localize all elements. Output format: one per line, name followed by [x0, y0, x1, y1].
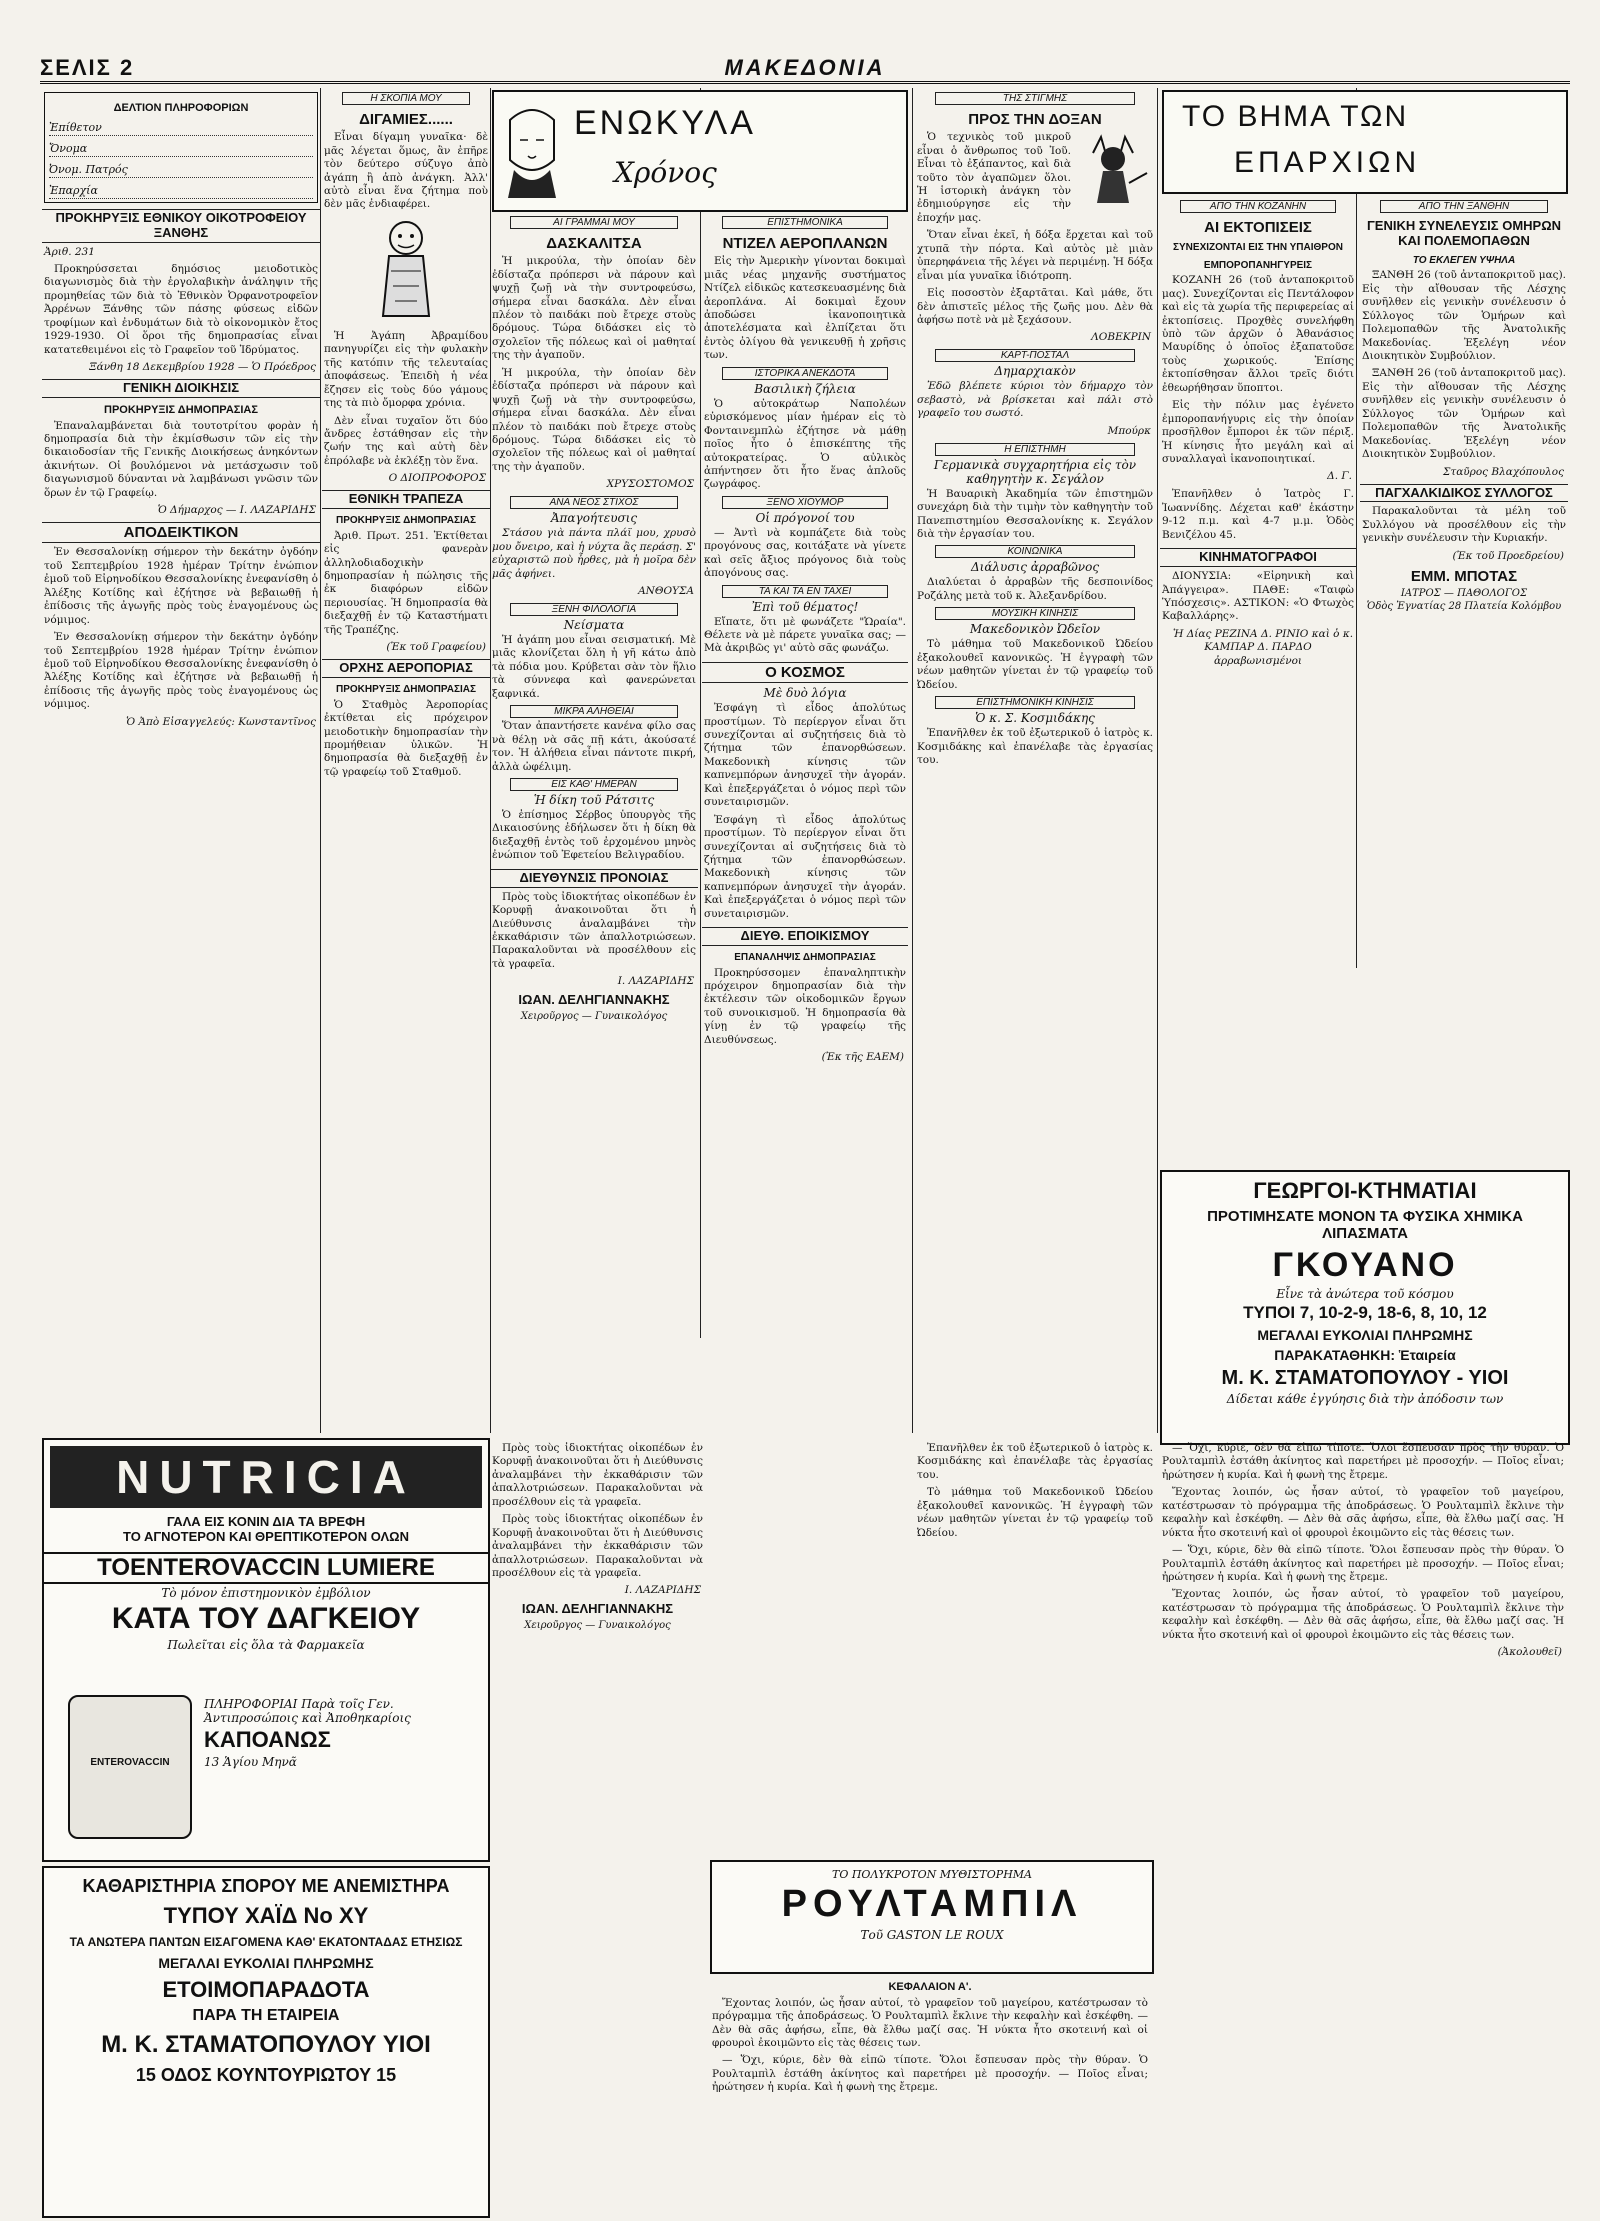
xanthi-text: ΞΑΝΘΗ 26 (τοῦ ἀνταποκριτοῦ μας). Εἰς τὴν αἴθουσαν τῆς Λέσχης συνῆλθεν εἰς γενικὴν συνέλευσιν ὁ Σύλλογος τῶν Ὁμήρων καὶ Πολεμοπαθῶν τῆς Ἀνατολικῆς Μακεδονίας. Ἐξελέγη νέον Διοικητικὸν Συμβούλιον. [1362, 367, 1566, 461]
seed-line-3: ΕΤΟΙΜΟΠΑΡΑΔΟΤΑ [162, 1977, 370, 2002]
receipt-text: Ἐν Θεσσαλονίκῃ σήμερον τὴν δεκάτην ὀγδόην τοῦ Σεπτεμβρίου 1928 ἡμέραν Τρίτην ἐνώπιον ἐμοῦ τοῦ Εἰρηνοδίκου Θεσσαλονίκης ἐνεφανίσθη ὁ Ἀλέξης Κοτίδης καὶ ἐζήτησε νὰ βεβαιωθῇ ἡ ἐπίδοσις τῆς ἀγωγῆς πρὸς τοὺς ἐναγομένους ὡς νόμιμος. [44, 631, 318, 711]
column-2 [322, 88, 490, 1433]
poem-text: Ἐδῶ βλέπετε κύριοι τὸν δήμαρχο τὸν σεβαστὸ, νὰ βρίσκεται καὶ πάλι στὸ γραφεῖο του σωστό. [917, 380, 1153, 420]
vaccine-sold: Πωλεῖται εἰς ὅλα τὰ Φαρμακεῖα [167, 1638, 365, 1652]
topic-text: Εἴπατε, ὅτι μὲ φωνάζετε "Ὡραία". Θέλετε νὰ μὲ πάρετε γυναῖκα σας; — Μὰ ἀκριβῶς γι' αὐτὸ σᾶς φωνάζω. [704, 615, 906, 655]
receipt-title: ΑΠΟΔΕΙΚΤΙΚΟΝ [42, 522, 320, 543]
science-title: Γερμανικὰ συγχαρητήρια εἰς τὸν καθηγητὴν κ. Σεγάλον [933, 457, 1137, 486]
air-title: ΟΡΧΗΣ ΑΕΡΟΠΟΡΙΑΣ [322, 659, 490, 678]
trial-title: Ἡ δίκη τοῦ Ράτσιτς [533, 792, 655, 807]
serial-author: Τοῦ GASTON LE ROUX [860, 1928, 1004, 1942]
article-text: Εἰς ποσοστὸν ἐξαρτᾶται. Καὶ μάθε, ὅτι δὲν ἀπιστεῖς μέλος τῆς ζωῆς μου. Δὲν θὰ ἀφήσω ποτὲ νὰ μὲ ξεχάσουν. [917, 287, 1153, 326]
article-text: Ἡ μικρούλα, τὴν ὁποίαν δὲν ἐδίσταζα πρόπερσι νὰ πάρουν καὶ ψυχῇ ζωῇ νὰ τὴν συντροφεύσω, σήμερα εἶναι δασκάλα. Δὲν εἶναι πλέον τὸ παιδάκι ποὺ ἔτρεχε στοὺς δρόμους. Τώρα διδάσκει εἰς τὸ σχολεῖον τῆς πόλεως καὶ οἱ μαθηταί της τὴν ἀγαποῦν. [492, 366, 696, 473]
doctor-specialty: Χειροῦργος — Γυναικολόγος [524, 1620, 671, 1632]
form-field-surname: Ἐπίθετον [49, 121, 313, 136]
column-rule [320, 88, 321, 1433]
serial-text: Ἔχοντας λοιπόν, ὡς ἦσαν αὐτοί, τὸ γραφεῖον τοῦ μαγείρου, κατέστρωσαν τὸ πρόγραμμα τῆς ἀποδράσεως. Ὁ Ρουλταμπὶλ ἔκλινε τὴν κεφαλὴν καὶ ἐσκέφθη. — Δὲν θὰ σᾶς ἀφήσω, εἶπε, θὰ ἔλθω μαζί σας. Ἡ νύκτα ἦτο σκοτεινή καὶ οἱ φρουροὶ ἐκοιμῶντο εἰς τὰς θέσεις των. [712, 1996, 1148, 2049]
bank-text: Ἀριθ. Πρωτ. 251. Ἐκτίθεται εἰς φανερὰν ἀλληλοδιαδοχικὴν δημοπρασίαν ἡ πώλησις τῆς ἐκ διαφόρων εἰδῶν περιουσίας. Ἡ δημοπρασία θὰ διεξαχθῇ ἐν τῷ Καταστήματι τῆς Τραπέζης. [324, 529, 488, 636]
masthead [40, 55, 1570, 84]
bank-title: ΕΘΝΙΚΗ ΤΡΑΠΕΖΑ [322, 490, 490, 509]
serial-chapter: ΚΕΦΑΛΑΙΟΝ Α'. [888, 1981, 972, 1993]
vaccine-info [204, 1695, 474, 1771]
seed-line-2: ΜΕΓΑΛΑΙ ΕΥΚΟΛΙΑΙ ΠΛΗΡΩΜΗΣ [158, 1955, 374, 1971]
music-text: Τὸ μάθημα τοῦ Μακεδονικοῦ Ὠδείου ἐξακολουθεῖ κανονικῶς. Ἡ ἐγγραφὴ τῶν νέων μαθητῶν γίνεται ἐν τῷ γραφείῳ τοῦ Ὠδείου. [917, 638, 1153, 691]
article-title: ΔΙΓΑΜΙΕΣ...... [359, 111, 453, 128]
doctor-name: ΕΜΜ. ΜΠΟΤΑΣ [1410, 567, 1518, 585]
vaccine-headline: ΚΑΤΑ ΤΟΥ ΔΑΓΚΕΙΟΥ [111, 1602, 421, 1635]
column-1 [42, 88, 320, 1433]
form-field-father: Ὀνομ. Πατρός [49, 163, 313, 178]
form-field-name: Ὄνομα [49, 142, 313, 157]
kozani-subtitle: ΣΥΝΕΧΙΖΟΝΤΑΙ ΕΙΣ ΤΗΝ ΥΠΑΙΘΡΟΝ [1173, 242, 1343, 254]
fert-company: Μ. Κ. ΣΤΑΜΑΤΟΠΟΥΛΟΥ - ΥΙΟΙ [1221, 1367, 1509, 1389]
tender-signature: (Ἐκ τῆς ΕΑΕΜ) [821, 1051, 904, 1064]
column-kicker: ΞΕΝΗ ΦΙΛΟΛΟΓΙΑ [510, 603, 678, 616]
social-text: Διαλύεται ὁ ἀρραβὼν τῆς δεσποινίδος Ροζάλης μετὰ τοῦ κ. Ἀλεξανδρίδου. [917, 576, 1153, 602]
column-kicker: ΑΝΑ ΝΕΟΣ ΣΤΙΧΟΣ [510, 496, 678, 509]
doctor-name: ΙΩΑΝ. ΔΕΛΗΓΙΑΝΝΑΚΗΣ [518, 992, 670, 1008]
kozani-section [1160, 196, 1356, 672]
newspaper-name: ΜΑΚΕΔΟΝΙΑ [724, 55, 886, 80]
article-signature: ΧΡΥΣΟΣΤΟΜΟΣ [606, 478, 694, 491]
nutricia-line-2: ΤΟ ΑΓΝΟΤΕΡΟΝ ΚΑΙ ΘΡΕΠΤΙΚΟΤΕΡΟΝ ΟΛΩΝ [123, 1529, 409, 1544]
air-subtitle: ΠΡΟΚΗΡΥΞΙΣ ΔΗΜΟΠΡΑΣΙΑΣ [336, 684, 476, 696]
serial-banner [710, 1860, 1154, 1974]
xanthi-text: ΞΑΝΘΗ 26 (τοῦ ἀνταποκριτοῦ μας). Εἰς τὴν αἴθουσαν τῆς Λέσχης συνῆλθεν εἰς γενικὴν συνέλευσιν ὁ Σύλλογος τῶν Ὁμήρων καὶ Πολεμοπαθῶν τῆς Ἀνατολικῆς Μακεδονίας. Ἐξελέγη νέον Διοικητικὸν Συμβούλιον. [1362, 269, 1566, 362]
orphanage-signature: Ξάνθη 18 Δεκεμβρίου 1928 — Ὁ Πρόεδρος [89, 361, 316, 374]
anecdote-text: Ὁ αὐτοκράτωρ Ναπολέων εὐρισκόμενος μίαν ἡμέραν εἰς τὸ Φονταινεμπλὼ ἐζήτησε νὰ μάθῃ ποῖος ἦτο ὁ ἐπισκέπτης τῆς αὐτοκρατείρας. Ὁ αὐλικὸς ἀπήντησεν ὅτι ἦτο ἕνας ἁπλοῦς ζωγράφος. [704, 397, 906, 491]
seed-type: ΤΥΠΟΥ ΧΑΪΔ Νο ΧΥ [163, 1903, 369, 1928]
column-kicker: Η ΣΚΟΠΙΑ ΜΟΥ [342, 92, 470, 105]
col3-right [702, 212, 908, 1069]
column-kicker: ΕΠΙΣΤΗΜΟΝΙΚΗ ΚΙΝΗΣΙΣ [935, 696, 1135, 709]
serial-continuation [1160, 1440, 1566, 2215]
serial-kicker: ΤΟ ΠΟΛΥΚΡΟΤΟΝ ΜΥΘΙΣΤΟΡΗΜΑ [831, 1868, 1032, 1881]
welfare-text: Πρὸς τοὺς ἰδιοκτήτας οἰκοπέδων ἐν Κορυφῇ ἀνακοινοῦται ὅτι ἡ Διεύθυνσις ἀναλαμβάνει τὴν ἐκκαθάρισιν τῶν ἀπαλλοτριώσεων. Παρακαλοῦνται νὰ προσέλθουν εἰς τὰ γραφεῖα. [492, 1513, 703, 1579]
poem-text: Στάσου γιὰ πάντα πλάϊ μου, χρυσὸ μου ὄνειρο, καὶ ἡ νύχτα ἂς περάσῃ. Σ' εὐχαριστῶ ποὺ ἦρθες, μὰ ἡ μοῖρα δὲν μᾶς ἀφήνει. [492, 527, 696, 580]
orphanage-text: Προκηρύσσεται δημόσιος μειοδοτικὸς διαγωνισμὸς διὰ τὴν ἐργολαβικὴν ἀνάληψιν τῆς προμηθείας τῶν διὰ τὸ Ἐθνικὸν Ὀρφανοτροφεῖον Ἀρρένων Ξάνθης τῶν πάσης φύσεως εἰδῶν τροφίμων καὶ ἐνδυμάτων διὰ τὸ οἰκονομικὸν ἔτος 1929-1930. Οἱ ὅροι τῆς δημοπρασίας εἶναι κατατεθειμένοι εἰς τὸ Γραφεῖον τοῦ Ἱδρύματος. [44, 262, 318, 356]
caricature-illustration [371, 216, 441, 326]
receipt-signature: Ὁ Ἀπὸ Εἰσαγγελεύς: Κωνσταντῖνος [126, 715, 316, 728]
xanthi-subtitle: ΤΟ ΕΚΛΕΓΕΝ ΥΨΗΛΑ [1412, 254, 1516, 266]
form-field-province: Ἐπαρχία [49, 184, 313, 199]
orphanage-title: ΠΡΟΚΗΡΥΞΙΣ ΕΘΝΙΚΟΥ ΟΙΚΟΤΡΟΦΕΙΟΥ ΞΑΝΘΗΣ [42, 209, 320, 243]
article-text: Δὲν εἶναι τυχαῖον ὅτι δύο ἄνδρες ἐστάθησαν εἰς τὴν ζωήν της καὶ αὐτὴ δὲν ἐπρόλαβε νὰ ἐκλέξῃ τὸν ἕνα. [324, 414, 488, 467]
engagement-notice: Ἡ Δίας ΡΕΖΙΝΑ Δ. ΡΙΝΙΟ καὶ ὁ κ. ΚΑΜΠΑΡ Δ. ΠΑΡΔΟ ἀρραβωνισμένοι [1172, 627, 1354, 667]
hero-subtitle: Χρόνος [614, 156, 717, 189]
kozani-title: ΑΙ ΕΚΤΟΠΙΣΕΙΣ [1204, 219, 1312, 236]
column-kicker: ΚΑΡΤ-ΠΟΣΤΑΛ [935, 349, 1135, 362]
column-kicker: ΚΟΙΝΩΝΙΚΑ [935, 545, 1135, 558]
col4-lower [915, 1440, 1155, 1855]
small-truths-text: Ὅταν ἀπαντήσετε κανένα φίλο σας νὰ θέλῃ νὰ σᾶς πῇ κάτι, ἀκούσατέ τον. Ἡ ἀλήθεια εἶναι πάντοτε πικρή, ἀλλὰ ὠφέλιμη. [492, 720, 696, 773]
society-signature: (Ἐκ τοῦ Προεδρείου) [1452, 549, 1564, 562]
fert-line-1: ΓΕΩΡΓΟΙ-ΚΤΗΜΑΤΙΑΙ [1253, 1178, 1477, 1203]
kozani-text: ΚΟΖΑΝΗ 26 (τοῦ ἀνταποκριτοῦ μας). Συνεχίζονται εἰς Πεντάλοφον καὶ εἰς τὰ χωρία τῆς περιφερείας αἱ ἐκτοπίσεις. Προχθὲς συνελήφθη ὑπὸ τῶν ἀρχῶν ὁ Ἀθανάσιος Μαυρίδης ὁ ὁποῖος ἐξαπατοῦσε τοὺς χωρικούς. Ἐπίσης ἐκτοπίσθησαν ἄλλοι τρεῖς διότι ἐθεωρήθησαν ὕποπτοι. [1162, 274, 1354, 394]
bank-subtitle: ΠΡΟΚΗΡΥΞΙΣ ΔΗΜΟΠΡΑΣΙΑΣ [336, 515, 476, 527]
woman-portrait-icon [500, 100, 564, 200]
page-number: ΣΕΛΙΣ 2 [40, 55, 135, 80]
xanthi-section [1360, 196, 1568, 614]
bank-signature: (Ἐκ τοῦ Γραφείου) [386, 641, 486, 654]
serial-text: — Ὅχι, κύριε, δὲν θὰ εἰπῶ τίποτε. Ὅλοι ἔσπευσαν πρὸς τὴν θύραν. Ὁ Ρουλταμπὶλ ἐστάθη ἀκίνητος καὶ παρετήρει μὲ προσοχήν. — Ποῖος εἶναι; ἠρώτησεν ἡ κυρία. Καὶ ἡ φωνὴ της ἔτρεμε. [712, 2054, 1148, 2094]
section-hero [492, 90, 908, 212]
world-text: Ἐσφάγη τὶ εἶδος ἀπολύτως προστίμων. Τὸ περίεργον εἶναι ὅτι συνεχίζονται αἱ συζητήσεις διὰ τὸ ζήτημα τῶν ἐπανορθώσεων. Μακεδονικὴ κίνησις τῶν καπνεμπόρων ἀνησυχεῖ τὴν ἀγοράν. Καὶ ἐπεξεργάζεται ὁ νόμος περὶ τῶν συνεταιρισμῶν. [704, 702, 906, 809]
music-text: Τὸ μάθημα τοῦ Μακεδονικοῦ Ὠδείου ἐξακολουθεῖ κανονικῶς. Ἡ ἐγγραφὴ τῶν νέων μαθητῶν γίνεται ἐν τῷ γραφείῳ τοῦ Ὠδείου. [917, 1486, 1153, 1539]
vaccine-subtitle: Τὸ μόνον ἐπιστημονικὸν ἐμβόλιον [161, 1586, 371, 1600]
anecdote-title: Βασιλικὴ ζήλεια [754, 381, 856, 396]
form-title: ΔΕΛΤΙΟΝ ΠΛΗΡΟΦΟΡΙΩΝ [113, 102, 249, 114]
fert-line-6: ΜΕΓΑΛΑΙ ΕΥΚΟΛΙΑΙ ΠΛΗΡΩΜΗΣ [1257, 1327, 1473, 1343]
doctor-notes: Ἐπανῆλθεν ὁ Ἰατρὸς Γ. Ἰωαννίδης. Δέχεται καθ' ἑκάστην 9-12 π.μ. καὶ 4-7 μ.μ. Ὁδὸς Βενιζέλου 45. [1162, 488, 1354, 541]
kozani-signature: Δ. Γ. [1327, 470, 1352, 483]
poem-title: Δημαρχιακὸν [994, 364, 1076, 379]
article-text: Εἰς τὴν Ἀμερικὴν γίνονται δοκιμαὶ μιᾶς νέας μηχανῆς συστήματος Ντίζελ εἰδικῶς κατεσκευασμένης διὰ ἀεροπλάνα. Αἱ δοκιμαὶ ἔχουν ἀποδώσει ἱκανοποιητικὰ ἀποτελέσματα καὶ ἐλπίζεται ὅτι ἐντὸς ὀλίγου θὰ γενικευθῇ ἡ χρῆσις των. [704, 255, 906, 362]
story-text: Ἡ ἀγάπη μου εἶναι σεισματική. Μὲ μιᾶς κλονίζεται ὅλη ἡ γῆ κάτω ἀπὸ τὰ πόδια μου. Κρύβεται σὰν τὸν ἥλιο τὰ σύννεφα καὶ φανερώνεται ξαφνικά. [492, 634, 696, 700]
nutricia-line-1: ΓΑΛΑ ΕΙΣ ΚΟΝΙΝ ΔΙΑ ΤΑ ΒΡΕΦΗ [166, 1514, 366, 1529]
social-title: Διάλυσις ἀρραβῶνος [970, 560, 1100, 575]
serial-body [710, 1975, 1150, 2215]
column-kicker: ΜΟΥΣΙΚΗ ΚΙΝΗΣΙΣ [935, 607, 1135, 620]
kozani-subtitle-2: ΕΜΠΟΡΟΠΑΝΗΓΥΡΕΙΣ [1203, 259, 1313, 271]
vaccine-box-label: ENTEROVACCIN [90, 1757, 170, 1768]
humor-title: Οἱ πρόγονοί του [755, 510, 855, 525]
col3-left [490, 212, 698, 1024]
doctor-specialty: Χειροῦργος — Γυναικολόγος [520, 1011, 668, 1023]
info-form [44, 92, 318, 203]
fertilizer-ad [1160, 1170, 1570, 1445]
humor-text: — Ἀντὶ νὰ κομπάζετε διὰ τοὺς προγόνους σας, κοιτάξατε νὰ γίνετε καὶ σεῖς ἄξιος πρόγονος διὰ τοὺς ἀπογόνους σας. [704, 526, 906, 580]
serial-text: — Ὅχι, κύριε, δὲν θὰ εἰπῶ τίποτε. Ὅλοι ἔσπευσαν πρὸς τὴν θύραν. Ὁ Ρουλταμπὶλ ἐστάθη ἀκίνητος καὶ παρετήρει μὲ προσοχήν. — Ποῖος εἶναι; ἠρώτησεν ἡ κυρία. Καὶ ἡ φωνὴ της ἔτρεμε. [1162, 1442, 1564, 1481]
article-title: ΔΑΣΚΑΛΙΤΣΑ [546, 235, 642, 252]
vaccine-info-text: ΠΛΗΡΟΦΟΡΙΑΙ Παρὰ τοῖς Γεν. Ἀντιπροσώποις καὶ Ἀποθηκαρίοις [204, 1697, 411, 1725]
article-text: Ἡ Ἀγάπη Ἀβραμίδου πανηγυρίζει εἰς τὴν φυλακὴν τῆς κατόπιν τῆς τελευταίας ἀποφάσεως. Ἐπειδὴ ἡ νέα ἔζησεν εἰς τοὺς δύο γάμους της τὰ πιὸ ὄμορφα χρόνια. [324, 329, 488, 410]
vaccine-box-illustration [68, 1695, 192, 1839]
cinema-title: ΚΙΝΗΜΑΤΟΓΡΑΦΟΙ [1160, 548, 1356, 567]
serial-title: ΡΟΥΛΤΑΜΠΙΛ [781, 1883, 1083, 1925]
cinema-text: ΔΙΟΝΥΣΙΑ: «Εἰρηνικὴ καὶ Ἀπάγγειρα». ΠΑΘΕ: «Ταιφὼ Ὑπόσχεσις». ΑΣΤΙΚΟΝ: «Ὁ Φτωχὸς Καβαλλάρης». [1162, 570, 1354, 623]
society-title: ΠΑΓΧΑΛΚΙΔΙΚΟΣ ΣΥΛΛΟΓΟΣ [1360, 484, 1568, 503]
seed-title: ΚΑΘΑΡΙΣΤΗΡΙΑ ΣΠΟΡΟΥ ΜΕ ΑΝΕΜΙΣΤΗΡΑ [82, 1876, 450, 1896]
kozani-text: Εἰς τὴν πόλιν μας ἐγένετο ἐμποροπανήγυρις εἰς τὴν ὁποίαν προσῆλθον ἔμποροι ἐκ τῶν πέριξ. Ἡ κίνησις ἦτο μεγάλη καὶ αἱ συναλλαγαὶ ἱκανοποιητικαί. [1162, 399, 1354, 465]
provinces-subtitle: ΕΠΑΡΧΙΩΝ [1234, 146, 1421, 179]
fert-line-9: Δίδεται κάθε ἐγγύησις διὰ τὴν ἀπόδοσιν των [1226, 1392, 1504, 1406]
story-title: Νείσματα [563, 618, 625, 632]
col3-lower [490, 1440, 705, 2215]
doctor-address: Ὁδὸς Ἐγνατίας 28 Πλατεία Κολόμβου [1366, 601, 1562, 612]
welfare-title: ΔΙΕΥΘΥΝΣΙΣ ΠΡΟΝΟΙΑΣ [490, 869, 698, 888]
music-title: Μακεδονικὸν Ὠδεῖον [969, 622, 1101, 637]
tender-text: Προκηρύσσομεν ἐπαναληπτικὴν πρόχειρον δημοπρασίαν διὰ τὴν ἐκτέλεσιν τῶν οἰκοδομικῶν ἔργων τοῦ συνοικισμοῦ. Ἡ δημοπρασία θὰ γίνῃ ἐν τῷ γραφείῳ τῆς Διευθύνσεως. [704, 966, 906, 1046]
column-kicker: ΑΙ ΓΡΑΜΜΑΙ ΜΟΥ [510, 216, 678, 229]
tender-subtitle: ΕΠΑΝΑΛΗΨΙΣ ΔΗΜΟΠΡΑΣΙΑΣ [734, 952, 876, 964]
poem-signature: Μπούρκ [1107, 424, 1151, 437]
welfare-signature: Ι. ΛΑΖΑΡΙΔΗΣ [624, 1584, 701, 1597]
air-text: Ὁ Σταθμὸς Ἀεροπορίας ἐκτίθεται εἰς πρόχειρον μειοδοτικὴν δημοπρασίαν τὴν προμήθειαν ὑλικῶν. Ἡ δημοπρασία θὰ διεξαχθῇ ἐν τῷ γραφείῳ τοῦ Σταθμοῦ. [324, 698, 488, 778]
serial-text: Ἔχοντας λοιπόν, ὡς ἦσαν αὐτοί, τὸ γραφεῖον τοῦ μαγείρου, κατέστρωσαν τὸ πρόγραμμα τῆς ἀποδράσεως. Ὁ Ρουλταμπὶλ ἔκλινε τὴν κεφαλὴν καὶ ἐσκέφθη. — Δὲν θὰ σᾶς ἀφήσω, εἶπε, θὰ ἔλθω μαζί σας. Ἡ νύκτα ἦτο σκοτεινή καὶ οἱ φρουροὶ ἐκοιμῶντο εἰς τὰς θέσεις των. [1162, 1486, 1564, 1539]
article-title: ΠΡΟΣ ΤΗΝ ΔΟΞΑΝ [968, 111, 1102, 128]
gen-admin-subtitle: ΠΡΟΚΗΡΥΞΙΣ ΔΗΜΟΠΡΑΣΙΑΣ [104, 403, 258, 416]
gen-admin-text: Ἐπαναλαμβάνεται διὰ τουτοτρίτου φορὰν ἡ δημοπρασία διὰ τὴν ἐκμίσθωσιν τῶν εἰς τὴν δικαιοδοσίαν τῆς Γενικῆς Διοικήσεως ἀνηκόντων ἀκινήτων. Οἱ βουλόμενοι νὰ μετάσχωσιν τοῦ διαγωνισμοῦ δύνανται νὰ λαμβάνωσι γνῶσιν τῶν ὅρων ἐν τῷ Γραφείῳ. [44, 419, 318, 499]
society-text: Παρακαλοῦνται τὰ μέλη τοῦ Συλλόγου νὰ προσέλθουν εἰς τὴν γενικὴν συνέλευσιν τὴν Κυριακήν. [1362, 505, 1566, 545]
article-signature: ΛΟΒΕΚΡΙΝ [1091, 331, 1151, 344]
article-text: Εἶναι δίγαμη γυναῖκα· δὲ μᾶς λέγεται ὅμως, ἂν ἐπῆρε τὸν δεύτερο σύζυγο ἀπὸ ἀγάπη ἢ ἀπὸ ἀνάγκη. Ἀλλ' αὐτὸ εἶναι ἕνα ζήτημα ποὺ δὲν μᾶς ἐνδιαφέρει. [324, 131, 488, 211]
poem-title: Ἀπαγοήτευσις [550, 511, 638, 526]
article-signature: Ο ΔΙΟΠΡΟΦΟΡΟΣ [388, 472, 486, 485]
column-3 [490, 88, 910, 1433]
xanthi-title: ΓΕΝΙΚΗ ΣΥΝΕΛΕΥΣΙΣ ΟΜΗΡΩΝ ΚΑΙ ΠΟΛΕΜΟΠΑΘΩΝ [1366, 218, 1562, 248]
column-4 [915, 88, 1155, 1433]
column-kicker: ΕΙΣ ΚΑΘ' ΗΜΕΡΑΝ [510, 778, 678, 791]
article-text: Ἡ μικρούλα, τὴν ὁποίαν δὲν ἐδίσταζα πρόπερσι νὰ πάρουν καὶ ψυχῇ ζωῇ νὰ τὴν συντροφεύσω, σήμερα εἶναι δασκάλα. Δὲν εἶναι πλέον τὸ παιδάκι ποὺ ἔτρεχε στοὺς δρόμους. Τώρα διδάσκει εἰς τὸ σχολεῖον τῆς πόλεως καὶ οἱ μαθηταί της τὴν ἀγαποῦν. [492, 255, 696, 362]
column-kicker: ΤΑ ΚΑΙ ΤΑ ΕΝ ΤΑΧΕΙ [722, 585, 888, 598]
column-rule [1157, 88, 1158, 1433]
column-kicker: Η ΕΠΙΣΤΗΜΗ [935, 443, 1135, 456]
world-text: Ἐσφάγη τὶ εἶδος ἀπολύτως προστίμων. Τὸ περίεργον εἶναι ὅτι συνεχίζονται αἱ συζητήσεις διὰ τὸ ζήτημα τῶν ἐπανορθώσεων. Μακεδονικὴ κίνησις τῶν καπνεμπόρων ἀνησυχεῖ τὴν ἀγοράν. Καὶ ἐπεξεργάζεται ὁ νόμος περὶ τῶν συνεταιρισμῶν. [704, 813, 906, 920]
nutricia-vaccine-ad [42, 1438, 490, 1862]
article-text: Ὅταν εἶναι ἐκεῖ, ἡ δόξα ἔρχεται καὶ τοῦ χτυπᾶ τὴν πόρτα. Καὶ αὐτὸς μὲ μιὰν ὑπερηφάνεια τῆς λέγει νὰ περιμένῃ. Ἡ δόξα εἶναι μία γυναῖκα ἰδιότροπη. [917, 229, 1153, 282]
medsci-text: Ἐπανῆλθεν ἐκ τοῦ ἐξωτερικοῦ ὁ ἰατρὸς κ. Κοσμιδάκης καὶ ἐπανέλαβε τὰς ἐργασίας του. [917, 1442, 1153, 1481]
column-kicker: ΑΠΟ ΤΗΝ ΚΟΖΑΝΗΝ [1180, 200, 1336, 213]
poem-signature: ΑΝΘΟΥΣΑ [638, 585, 694, 597]
gen-admin-signature: Ὁ Δήμαρχος — Ι. ΛΑΖΑΡΙΔΗΣ [157, 504, 316, 517]
orphanage-ref: Ἀριθ. 231 [44, 245, 95, 258]
receipt-text: Ἐν Θεσσαλονίκῃ σήμερον τὴν δεκάτην ὀγδόην τοῦ Σεπτεμβρίου 1928 ἡμέραν Τρίτην ἐνώπιον ἐμοῦ τοῦ Εἰρηνοδίκου Θεσσαλονίκης ἐνεφανίσθη ὁ Ἀλέξης Κοτίδης καὶ ἐζήτησε νὰ βεβαιωθῇ ἡ ἐπίδοσις τῆς ἀγωγῆς πρὸς τοὺς ἐναγομένους ὡς νόμιμος. [44, 546, 318, 626]
fert-types: ΤΥΠΟΙ 7, 10-2-9, 18-6, 8, 10, 12 [1243, 1303, 1487, 1322]
column-kicker: ΤΗΣ ΣΤΙΓΜΗΣ [935, 92, 1135, 105]
welfare-signature: Ι. ΛΑΖΑΡΙΔΗΣ [617, 975, 694, 988]
welfare-text: Πρὸς τοὺς ἰδιοκτήτας οἰκοπέδων ἐν Κορυφῇ ἀνακοινοῦται ὅτι ἡ Διεύθυνσις ἀναλαμβάνει τὴν ἐκκαθάρισιν τῶν ἀπαλλοτριώσεων. Παρακαλοῦνται νὰ προσέλθουν εἰς τὰ γραφεῖα. [492, 890, 696, 970]
serial-text: — Ὅχι, κύριε, δὲν θὰ εἰπῶ τίποτε. Ὅλοι ἔσπευσαν πρὸς τὴν θύραν. Ὁ Ρουλταμπὶλ ἐστάθη ἀκίνητος καὶ παρετήρει μὲ προσοχήν. — Ποῖος εἶναι; ἠρώτησεν ἡ κυρία. Καὶ ἡ φωνὴ της ἔτρεμε. [1162, 1544, 1564, 1583]
provinces-hero [1162, 90, 1568, 194]
column-kicker: ΜΙΚΡΑ ΑΛΗΘΕΙΑΙ [510, 705, 678, 718]
gen-admin-title: ΓΕΝΙΚΗ ΔΙΟΙΚΗΣΙΣ [42, 379, 320, 398]
world-title: Ο ΚΟΣΜΟΣ [702, 662, 908, 683]
vaccine-address: 13 Ἁγίου Μηνᾶ [204, 1755, 297, 1769]
article-title: ΝΤΙΖΕΛ ΑΕΡΟΠΛΑΝΩΝ [722, 235, 888, 252]
devil-figure-illustration [1073, 133, 1153, 213]
science-text: Ἡ Βαυαρικὴ Ἀκαδημία τῶν ἐπιστημῶν συνεχάρη διὰ τὴν τιμὴν τὸν καθηγητὴν τοῦ Πανεπιστημίου Θεσσαλονίκης κ. Σεγάλον διὰ τὴν ἐργασίαν του. [917, 487, 1153, 540]
world-subtitle: Μὲ δυὸ λόγια [763, 686, 847, 701]
column-kicker: ΕΠΙΣΤΗΜΟΝΙΚΑ [722, 216, 888, 229]
fert-line-7: ΠΑΡΑΚΑΤΑΘΗΚΗ: Ἑταιρεία [1274, 1347, 1456, 1363]
vaccine-agent: ΚΑΠΟΑΝΩΣ [204, 1727, 331, 1752]
xanthi-signature: Σταῦρος Βλαχόπουλος [1442, 465, 1564, 478]
doctor-role: ΙΑΤΡΟΣ — ΠΑΘΟΛΟΓΟΣ [1400, 588, 1528, 599]
nutricia-brand: NUTRICIA [50, 1446, 482, 1508]
topic-title: Ἐπὶ τοῦ θέματος! [751, 599, 859, 614]
trial-text: Ὁ ἐπίσημος Σέρβος ὑπουργὸς τῆς Δικαιοσύνης ἐδήλωσεν ὅτι ἡ δίκη θὰ διεξαχθῇ ἐντὸς τοῦ ἐρχομένου μηνὸς ἐνώπιον τοῦ Ἐφετείου Βελιγραδίου. [492, 808, 696, 862]
fert-line-2: ΠΡΟΤΙΜΗΣΑΤΕ ΜΟΝΟΝ ΤΑ ΦΥΣΙΚΑ ΧΗΜΙΚΑ ΛΙΠΑΣΜΑΤΑ [1207, 1208, 1523, 1242]
fert-brand: ΓΚΟΥΑΝΟ [1272, 1246, 1458, 1284]
article-text: Ὁ τεχνικὸς τοῦ μικροῦ εἶναι ὁ ἄνθρωπος τοῦ Ἰοῦ. Εἶναι τὸ ἐξάπαντος, καὶ διὰ τοῦτο τὸν ἀγαπῶμεν ὅλοι. Ἡ ἱστορικὴ ἀνάγκη τὸν ἐδημιούργησε εἰς τὴν ἐποχήν μας. [917, 131, 1071, 224]
welfare-text: Πρὸς τοὺς ἰδιοκτήτας οἰκοπέδων ἐν Κορυφῇ ἀνακοινοῦται ὅτι ἡ Διεύθυνσις ἀναλαμβάνει τὴν ἐκκαθάρισιν τῶν ἀπαλλοτριώσεων. Παρακαλοῦνται νὰ προσέλθουν εἰς τὰ γραφεῖα. [492, 1442, 703, 1508]
column-kicker: ΑΠΟ ΤΗΝ ΞΑΝΘΗΝ [1380, 200, 1548, 213]
column-5 [1160, 88, 1570, 1168]
seed-cleaner-ad [42, 1866, 490, 2218]
doctor-name: ΙΩΑΝ. ΔΕΛΗΓΙΑΝΝΑΚΗΣ [521, 1601, 674, 1617]
column-kicker: ΙΣΤΟΡΙΚΑ ΑΝΕΚΔΟΤΑ [722, 367, 888, 380]
seed-line-1: ΤΑ ΑΝΩΤΕΡΑ ΠΑΝΤΩΝ ΕΙΣΑΓΟΜΕΝΑ ΚΑΘ' ΕΚΑΤΟΝΤΑΔΑΣ ΕΤΗΣΙΩΣ [69, 1935, 463, 1949]
medsci-title: Ὁ κ. Σ. Κοσμιδάκης [975, 711, 1095, 726]
provinces-title: ΤΟ ΒΗΜΑ ΤΩΝ [1182, 100, 1409, 133]
serial-text: Ἔχοντας λοιπόν, ὡς ἦσαν αὐτοί, τὸ γραφεῖον τοῦ μαγείρου, κατέστρωσαν τὸ πρόγραμμα τῆς ἀποδράσεως. Ὁ Ρουλταμπὶλ ἔκλινε τὴν κεφαλὴν καὶ ἐσκέφθη. — Δὲν θὰ σᾶς ἀφήσω, εἶπε, θὰ ἔλθω μαζί σας. Ἡ νύκτα ἦτο σκοτεινή καὶ οἱ φρουροὶ ἐκοιμῶντο εἰς τὰς θέσεις των. [1162, 1588, 1564, 1641]
fert-line-4: Εἶνε τὰ ἀνώτερα τοῦ κόσμου [1276, 1287, 1454, 1301]
tender-title: ΔΙΕΥΘ. ΕΠΟΙΚΙΣΜΟΥ [702, 927, 908, 946]
medsci-text: Ἐπανῆλθεν ἐκ τοῦ ἐξωτερικοῦ ὁ ἰατρὸς κ. Κοσμιδάκης καὶ ἐπανέλαβε τὰς ἐργασίας του. [917, 727, 1153, 766]
column-kicker: ΞΕΝΟ ΧΙΟΥΜΟΡ [722, 496, 888, 509]
seed-line-4: ΠΑΡΑ ΤΗ ΕΤΑΙΡΕΙΑ [192, 2007, 340, 2024]
seed-company: Μ. Κ. ΣΤΑΜΑΤΟΠΟΥΛΟΥ ΥΙΟΙ [101, 2031, 431, 2058]
vaccine-title: TOENTEROVACCIN LUMIERE [44, 1552, 488, 1584]
column-rule [912, 88, 913, 1433]
seed-address: 15 ΟΔΟΣ ΚΟΥΝΤΟΥΡΙΩΤΟΥ 15 [135, 2065, 397, 2085]
serial-continued: (Ἀκολουθεῖ) [1497, 1646, 1562, 1659]
hero-title: ΕΝΩΚΥΛΑ [574, 104, 756, 142]
